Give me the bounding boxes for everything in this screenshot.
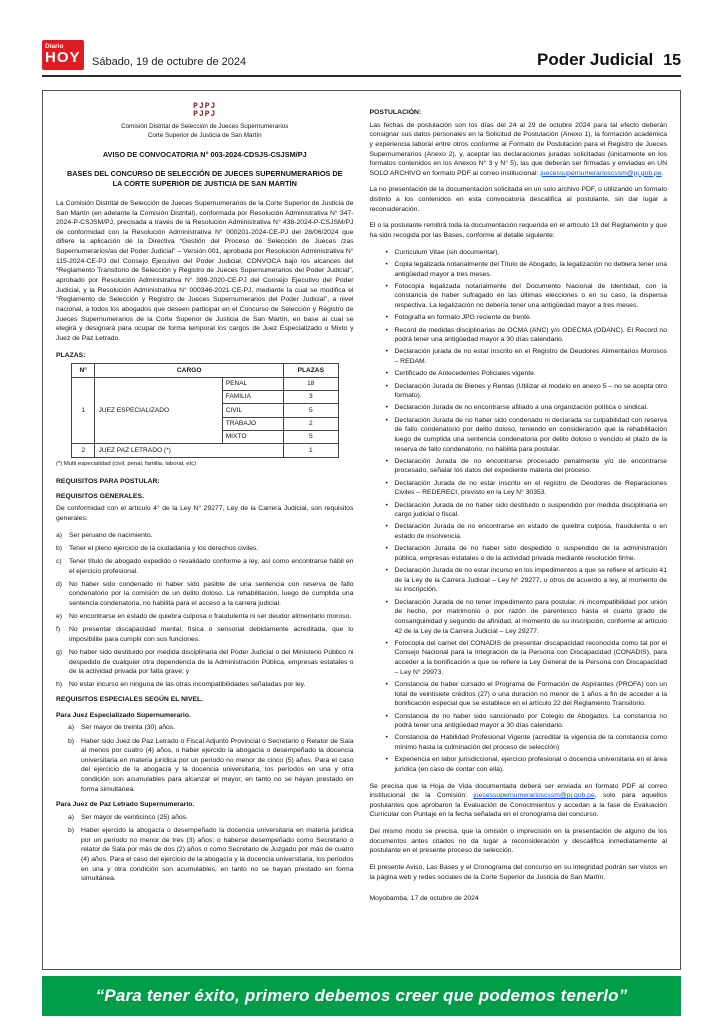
list-item [68, 737, 354, 795]
diario-hoy-logo [42, 40, 84, 70]
document-list-item-text: • Declaración Jurada de no haber sido condenado ni declarada su culpabilidad con reserva de fallo condenatorio por delito doloso, teniendo en consideración que la rehabilitación luego de cumplida una sentencia condenatoria por delito doloso o vencido el plazo de la reserva de fallo condenatorio, no habilita para postular. [394, 416, 667, 453]
list-item-letter: a) [68, 814, 75, 821]
document-list-item-text: • Fotografía en formato JPG reciente de frente. [394, 314, 532, 322]
document-list-item [386, 680, 668, 709]
page-number: 15 [663, 52, 681, 69]
table-header-cell: N° [71, 364, 95, 377]
modo-paragraph: Del mismo modo se precisa, que la omisión o imprecisión en la presentación de alguno de los documentos antes citados no da lugar a reconsideración y descalifica inmediatamente al postulante en el presente proceso de selección. [369, 828, 667, 855]
list-item-text: No presentar discapacidad mental, física o sensorial debidamente acreditada, que lo imposibilite para cumplir con sus funciones. [69, 626, 354, 643]
juez-paz-letrado-title: Para Juez de Paz Letrado Supernumerario. [56, 801, 195, 809]
email-link-2[interactable]: juecessupernumerarioscssm@pj.gob.pe [473, 792, 595, 800]
document-list-item-text: • Declaración Jurada de no estar inscrito en el registro de Deudores de Reparaciones Civiles – REDERECI, previsto en la Ley N° 30353. [394, 479, 667, 497]
list-item [68, 826, 354, 884]
email-link[interactable]: juecessupernumerarioscssm@pj.gob.pe [540, 169, 662, 177]
notice-left-column [56, 103, 354, 955]
poder-judicial-logo [193, 103, 216, 120]
list-item-text: Tener el pleno ejercicio de la ciudadanía y los derechos civiles. [69, 544, 259, 552]
document-list-item [386, 347, 668, 366]
logo-diario-text: Diario [45, 42, 64, 50]
table-cell: CIVIL [222, 404, 283, 417]
document-list-item [386, 598, 668, 637]
document-list-item [386, 544, 668, 563]
document-list-item-text: • Fotocopia del carnet del CONADIS de presentar discapacidad reconocida como tal por el Consejo Nacional para la Integración de la Persona con Discapacidad (CONADIS), para acceder a la bonificación a que se refiere la Ley General de la Persona con Discapacidad – Ley N° 29973. [394, 639, 667, 676]
list-item-text: Tener título de abogado expedido o revalidado conforme a ley, así como encontrarse hábil en el ejercicio profesional. [69, 557, 354, 575]
document-list-item-text: • Declaración Jurada de no haber sido destituido o suspendido por medida disciplinaria en cargo judicial o fiscal. [394, 501, 667, 519]
table-cell: PENAL [222, 377, 283, 390]
juez-especializado-title: Para Juez Especializado Supernumerario. [56, 711, 191, 719]
document-list-item-text: • Constancia de haber cursado el Programa de Formación de Aspirantes (PROFA) con un total de veintisiete créditos (27) o una duración no menor de 1 años a fin de acceder a la bonificación especial que se establece en el artículo 22 del Reglamento Transitorio. [394, 681, 667, 708]
document-list-item-text: • Declaración Jurada de no tener impedimento para postular, ni incompatibilidad por unión de hecho, por matrimonio o por razón de parentesco hasta el cuarto grado de consanguinidad y segundo de afinidad, al momento de su inscripción, conforme al artículo 42 de la Ley de la Carrera Judicial – Ley 29277. [394, 598, 667, 635]
table-cell: MIXTO [222, 430, 283, 443]
org-line-1: Comisión Distrital de Selección de Jueces Supernumerarios [121, 122, 289, 130]
document-list-item-text: • Certificado de Antecedentes Policiales vigente. [394, 370, 536, 378]
document-list-item-text: • Curriculum Vitae (sin documentar). [394, 248, 500, 256]
precisa-paragraph [370, 782, 668, 821]
document-list-item-text: • Copia legalizada notarialmente del Título de Abogado, la legalización no debiera tener una antigüedad mayor a tres meses. [394, 260, 667, 278]
list-item [56, 648, 354, 677]
list-item [56, 531, 354, 541]
table-cell: 1 [283, 444, 338, 457]
requisitos-generales-intro: De conformidad con el artículo 4° de la Ley N° 29277, Ley de la Carrera Judicial, son requisitos generales: [56, 505, 354, 522]
postulacion-paragraph-3: El o la postulante remitirá toda la documentación requerida en el artículo 13 del Reglamento y que ha sido recogida por las Bases, conforme al detalle siguiente: [369, 222, 667, 240]
plazas-label: PLAZAS: [56, 351, 86, 359]
document-list-item [386, 260, 668, 279]
list-item-text: No haber sido condenado ni haber sido pasible de una sentencia con reserva de fallo condenatorio por la comisión de un delito doloso. La rehabilitación, luego de cumplida una sentencia condenatoria, no habilita para el acceso a la carrera judicial. [69, 580, 354, 607]
document-list-item-text: • Declaración Jurada de no encontrarse afiliado a una organización política o sindical. [394, 404, 649, 412]
list-item-letter: c) [56, 557, 62, 565]
notice-subtitle: BASES DEL CONCURSO DE SELECCIÓN DE JUECES SUPERNUMERARIOS DE LA CORTE SUPERIOR DE JUSTICIA DE SAN MARTÍN [66, 168, 343, 189]
list-item-text: No haber sido destituido por medida disciplinaria del Poder Judicial o del Ministerio Público ni despedido de cualquier otra dependencia de la Administración Pública, empresas estatales o de la actividad privada por falta grave; y [69, 649, 354, 676]
requisitos-generales-title: REQUISITOS GENERALES. [56, 492, 144, 500]
list-item [56, 544, 354, 554]
list-item-letter: h) [56, 681, 63, 689]
postulacion-paragraph-2: La no presentación de la documentación solicitada en un solo archivo PDF, o utilizando un formato distinto a los contenidos en esta convocatoria descalifica al postulante, sin dar lugar a reconsideración. [369, 186, 667, 213]
masthead-left [42, 40, 246, 70]
table-cell: 3 [283, 390, 338, 403]
table-cell: 5 [283, 430, 338, 443]
list-item-letter: d) [56, 580, 63, 588]
general-requirements-list [56, 531, 354, 690]
list-item [56, 580, 354, 609]
list-item-text: Haber sido Juez de Paz Letrado o Fiscal Adjunto Provincial o Secretario o Relator de Sala al menos por cuatro (4) años, o haber ejercido la abogacía o desempeñado la docencia universitaria en materia jurídica por un período no menor de cinco (5) años. Para el caso del ejercicio de la abogacía y la docencia universitaria, los períodos en una y otra condición son acumulables para alcanzar el mayor, en tanto no se hayan prestado en forma simultánea. [81, 737, 354, 793]
table-cell: 18 [283, 377, 338, 390]
document-list-item [386, 248, 668, 258]
precisa-paragraph-post: , solo para aquellos postulantes que aprobaron la Evaluación de Conocimientos y accedan a la fase de Evaluación Curricular con Puntaje en la fecha señalada en el cronograma del concurso. [369, 792, 667, 819]
precisa-paragraph-pre: Se precisa que la Hoja de Vida documentada deberá ser enviada en formato PDF al correo institucional de la Comisión: [369, 782, 667, 800]
table-cell: JUEZ PAZ LETRADO (*) [95, 444, 284, 457]
list-item [56, 680, 354, 690]
juez-especializado-list [56, 723, 354, 794]
intro-paragraph: La Comisión Distrital de Selección de Jueces Supernumerarios de la Corte Superior de Justicia de San Martín (en adelante la Comisión Distrital), conformada por Resolución Administrativa N° 347-2024-P-CSJSM/PJ, precisada a través de la Resolución Administrativa N° 438-2024-P-CSJSM/PJ de conformidad con la Resolución Administrativa N° 000201-2024-CE-PJ del 28/06/2024 que difiere la aplicación de la Directiva “Gestión del Proceso de Selección de Jueces /zas Supernumerarios/as del Poder Judicial” – Versión 001, aprobada por Resolución Administrativa N° 115-2024-CE-PJ del Consejo Ejecutivo del Poder Judicial; CONVOCA bajo los alcances del “Reglamento Transitorio de Selección y Registro de Jueces Supernumerarios del Poder Judicial”, aprobado por Resolución Administrativa N° 399-2020-CE-PJ del Consejo Ejecutivo del Poder Judicial, y la Resolución Administrativa N° 000346-2021-CE-PJ, mediante la cual se modifica el “Reglamento de Selección y Registro de Jueces Supernumerarios del Poder Judicial”, a nivel nacional, a todos los abogados que deseen participar en el Concurso de Selección y Registro de Jueces Supernumerarios de la Corte Superior de Justicia de San Martín, en base al cual se elegirá y designará para ocupar de forma temporal los cargos de Juez Especializado o Mixto y Juez de Paz Letrado. [56, 199, 354, 342]
document-list-item-text: • Declaración Jurada de no haber sido despedido o suspendido de la administración pública, empresas estatales o de la actividad privada mediante resolución firme. [394, 545, 667, 562]
document-list-item-text: • Constancia de Habilidad Profesional Vigente (acreditar la vigencia de la constancia como mínimo hasta la culminación del proceso de selección) [394, 734, 667, 752]
list-item-text: Ser peruano de nacimiento. [69, 531, 153, 539]
list-item-letter: b) [68, 737, 75, 745]
table-cell: 1 [71, 377, 95, 444]
notice-right-column [370, 103, 668, 955]
list-item [56, 625, 354, 644]
list-item-text: No encontrarse en estado de quiebra culposa o fraudulenta ni ser deudor alimentario moroso. [69, 613, 352, 621]
list-item-letter: g) [56, 649, 63, 657]
list-item-letter: a) [56, 531, 63, 539]
document-list-item [386, 755, 668, 774]
table-cell: 2 [283, 417, 338, 430]
page-header [42, 40, 681, 75]
list-item-letter: a) [68, 724, 75, 732]
document-list-item [386, 313, 668, 323]
list-item [68, 813, 354, 823]
list-item [56, 612, 354, 622]
footer-quote-banner [42, 976, 681, 1016]
table-cell: 2 [71, 444, 95, 457]
table-cell: TRABAJO [222, 417, 283, 430]
list-item-text: Ser mayor de veinticinco (25) años. [81, 814, 188, 821]
document-list-item [386, 733, 668, 752]
requisitos-title: REQUISITOS PARA POSTULAR: [56, 478, 160, 486]
document-list-item [386, 416, 668, 455]
masthead-right [537, 50, 681, 70]
aviso-paragraph: El presente Aviso, Las Bases y el Cronograma del concurso en su integridad podrán ser vistos en la página web y redes sociales de la Corte Superior de Justicia de San Martín. [369, 864, 667, 881]
document-list-item [386, 522, 668, 541]
document-list-item-text: • Fotocopia legalizada notarialmente del Documento Nacional de Identidad, con la constancia de haber sufragado en las últimas elecciones o en su caso, la dispensa respectiva. La legalización no debería tener una antigüedad mayor a tres meses. [394, 282, 667, 310]
notice-title: AVISO DE CONVOCATORIA N° 003-2024-CDSJS-CSJSM/PJ [102, 150, 307, 160]
list-item [68, 723, 354, 733]
document-list-item-text: • Record de medidas disciplinarias de OCMA (ANC) y/o ODECMA (ODANC). El Record no podrá tener una antigüedad mayor a 30 días calendario. [394, 326, 667, 344]
masthead-divider [42, 75, 681, 77]
documents-list [370, 248, 668, 775]
postulacion-paragraph-1-end: . [661, 169, 664, 177]
document-list-item-text: • Experiencia en labor jurisdiccional, ejercicio profesional o docencia universitaria en el área jurídica (en caso de contar con ella). [394, 756, 667, 773]
list-item-letter: b) [68, 827, 75, 835]
plazas-table-note: (*) Multi especialidad (civil, penal, familia, laboral, etc) [56, 460, 197, 467]
postulacion-paragraph-1 [370, 121, 668, 179]
document-list-item [386, 403, 668, 413]
document-list-item [386, 282, 668, 311]
requisitos-especiales-title: REQUISITOS ESPECIALES SEGÚN EL NIVEL. [56, 696, 204, 704]
document-list-item-text: • Declaración Jurada de no encontrarse procesado penalmente y/o de encontrarse procesado, señalar los datos del expediente materia del proceso. [394, 457, 667, 475]
list-item-text: Ser mayor de treinta (30) años. [81, 724, 176, 732]
list-item-text: No estar incurso en ninguna de las otras incompatibilidades señaladas por ley. [69, 681, 306, 689]
notice-org-header [56, 103, 354, 140]
document-list-item-text: • Constancia de no haber sido sancionado por Colegio de Abogados. La constancia no podrá tener una antigüedad mayor a 30 días calendario. [394, 712, 667, 730]
postulacion-paragraph-1-text: Las fechas de postulación son los días del 24 al 29 de octubre 2024 para tal efecto deberán consignar sus datos personales en la Solicitud de Postulación (Anexo 1), la formación académica y experiencia laboral entre otros conforme al Formato de Postulación para el Registro de Jueces Supernumerarios (Anexo 2), y, aceptar las declaraciones juradas solicitadas (únicamente en los formatos contenidos en los Anexos N° 3 y N° 5), las que deberán ser firmadas y enviadas en UN SOLO ARCHIVO en formato PDF al correo institucional: [369, 121, 667, 177]
legal-notice-box [42, 90, 681, 970]
document-list-item [386, 712, 668, 731]
table-cell: FAMILIA [222, 390, 283, 403]
page-date: Sábado, 19 de octubre de 2024 [92, 56, 247, 68]
list-item-letter: b) [56, 544, 63, 552]
document-list-item [386, 457, 668, 476]
section-title: Poder Judicial [537, 50, 654, 69]
document-list-item-text: • Declaración Jurada de no estar incurso en los impedimentos a que se refiere el artículo 41 de la Ley de la Carrera Judicial – Ley N° 29277, u otros de acuerdo a ley, al momento de su inscripción. [394, 567, 667, 594]
logo-hoy-text: HOY [45, 49, 81, 66]
juez-paz-letrado-list [56, 813, 354, 884]
document-list-item [386, 382, 668, 401]
document-list-item [386, 639, 668, 678]
document-list-item-text: • Declaración Jurada de Bienes y Rentas (Utilizar el modelo en anexo 5 – no se acepta otro formato). [394, 382, 667, 400]
org-line-2: Corte Superior de Justicia de San Martín [147, 131, 262, 139]
table-header-cell: PLAZAS [283, 364, 338, 377]
poder-judicial-logo-row: PJPJ [193, 110, 217, 120]
list-item-letter: f) [56, 626, 61, 634]
document-list-item [386, 501, 668, 520]
document-list-item [386, 479, 668, 498]
document-list-item-text: • Declaración jurada de no estar inscrito en el Registro de Deudores Alimentarios Morosos – REDAM. [394, 348, 667, 366]
poder-judicial-logo-row: PJPJ [193, 102, 217, 111]
table-cell: JUEZ ESPECIALIZADO [95, 377, 222, 444]
list-item-letter: e) [56, 613, 63, 621]
document-list-item [386, 566, 668, 595]
table-row [71, 444, 338, 457]
dateline: Moyobamba, 17 de octubre de 2024 [369, 895, 479, 903]
plazas-table [71, 363, 339, 458]
table-header-cell: CARGO [95, 364, 284, 377]
list-item [56, 557, 354, 576]
postulacion-title: POSTULACIÓN: [369, 109, 422, 116]
footer-quote-text: “Para tener éxito, primero debemos creer que podemos tenerlo” [95, 986, 628, 1005]
table-row [71, 377, 338, 390]
document-list-item [386, 369, 668, 379]
table-cell: 5 [283, 404, 338, 417]
document-list-item-text: • Declaración Jurada de no encontrarse en estado de quiebra culposa, fraudulenta o en estado de insolvencia. [394, 523, 667, 541]
document-list-item [386, 326, 668, 345]
list-item-text: Haber ejercido la abogacía o desempeñado la docencia universitaria en materia jurídica por un período no menor de tres (3) años; o haberse desempeñado como Secretario o relator de Sala por más de dos (2) años o como Secretario de Juzgado por más de cuatro (4) años. Para el caso del ejercicio de la abogacía y la docencia universitaria, los períodos en una y otra condición son acumulables, en tanto no se hayan prestado en forma simultánea. [81, 827, 354, 883]
